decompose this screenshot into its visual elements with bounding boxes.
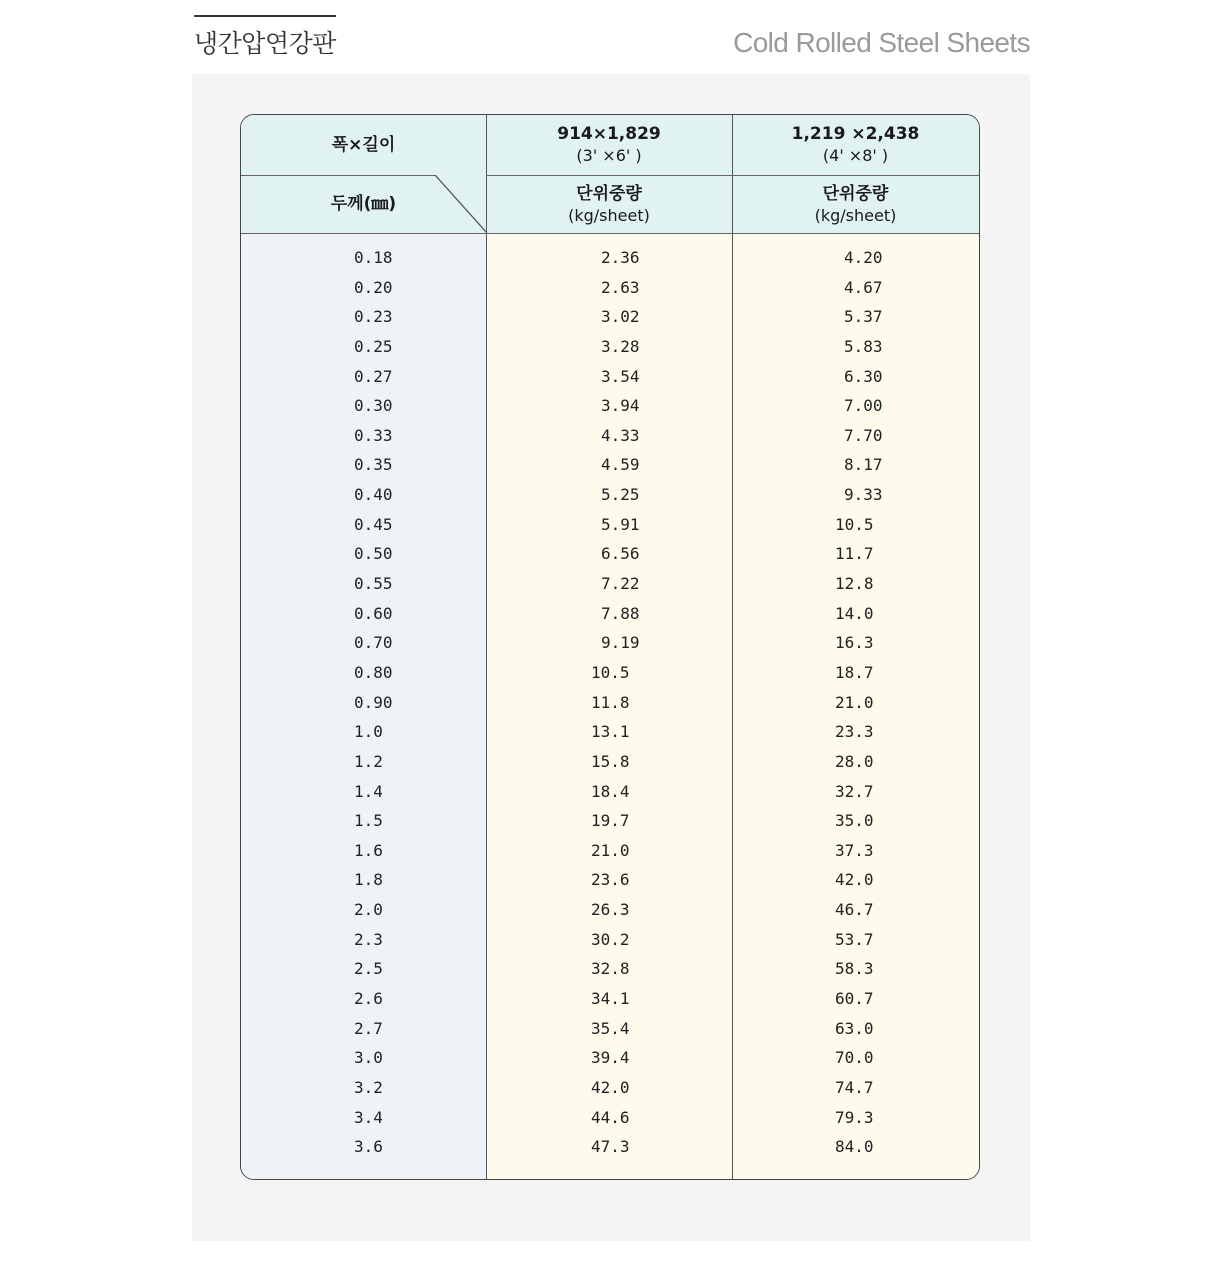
col2-weight-cell: 23.3 bbox=[835, 722, 874, 742]
col2-weight-cell: 16.3 bbox=[835, 633, 874, 653]
thickness-cell: 1.4 bbox=[354, 781, 383, 801]
col2-unit-header bbox=[732, 176, 979, 233]
thickness-cell: 0.90 bbox=[354, 692, 393, 712]
table-row bbox=[241, 510, 979, 540]
thickness-cell: 0.18 bbox=[354, 248, 393, 267]
thickness-cell: 0.20 bbox=[354, 277, 393, 297]
col2-weight-cell: 28.0 bbox=[835, 751, 874, 771]
table-row bbox=[241, 777, 979, 807]
col1-weight-cell: 13.1 bbox=[591, 722, 630, 742]
col2-weight-cell: 7.70 bbox=[844, 425, 883, 445]
col1-weight-cell: 2.36 bbox=[601, 248, 640, 267]
col2-weight-cell: 11.7 bbox=[835, 544, 874, 564]
col1-weight-cell: 2.63 bbox=[601, 277, 640, 297]
thickness-cell: 1.8 bbox=[354, 870, 383, 890]
thickness-cell: 0.50 bbox=[354, 544, 393, 564]
col2-weight-cell: 8.17 bbox=[844, 455, 883, 475]
thickness-cell: 0.45 bbox=[354, 514, 393, 534]
col2-weight-cell: 79.3 bbox=[835, 1107, 874, 1127]
page-title-english: Cold Rolled Steel Sheets bbox=[733, 27, 1030, 58]
thickness-cell: 0.35 bbox=[354, 455, 393, 475]
table-row bbox=[241, 1103, 979, 1133]
table-row bbox=[241, 688, 979, 718]
col1-size: 914×1,829 bbox=[557, 124, 661, 144]
thickness-cell: 0.40 bbox=[354, 485, 393, 505]
col1-weight-cell: 21.0 bbox=[591, 840, 630, 860]
col1-weight-cell: 32.8 bbox=[591, 959, 630, 979]
table-row bbox=[241, 628, 979, 658]
thickness-cell: 0.25 bbox=[354, 336, 393, 356]
col1-weight-cell: 3.28 bbox=[601, 336, 640, 356]
table-row bbox=[241, 747, 979, 777]
col2-weight-cell: 60.7 bbox=[835, 989, 874, 1009]
table-body bbox=[241, 243, 979, 1162]
page-title-korean: 냉간압연강판 bbox=[194, 29, 336, 58]
col1-unit: (kg/sheet) bbox=[568, 205, 650, 225]
table-row bbox=[241, 243, 979, 273]
thickness-cell: 0.27 bbox=[354, 366, 393, 386]
thickness-cell: 2.6 bbox=[354, 989, 383, 1009]
table-row bbox=[241, 984, 979, 1014]
col2-weight-cell: 58.3 bbox=[835, 959, 874, 979]
thickness-cell: 1.5 bbox=[354, 811, 383, 831]
table-row bbox=[241, 806, 979, 836]
table-row bbox=[241, 1073, 979, 1103]
col1-weight-cell: 4.33 bbox=[601, 425, 640, 445]
col2-weight-cell: 70.0 bbox=[835, 1048, 874, 1068]
col2-size-header bbox=[732, 115, 979, 175]
col2-weight-cell: 5.83 bbox=[844, 336, 883, 356]
col2-weight-cell: 53.7 bbox=[835, 929, 874, 949]
col2-weight-cell: 4.20 bbox=[844, 248, 883, 267]
col2-weight-cell: 35.0 bbox=[835, 811, 874, 831]
col1-unit-header bbox=[486, 176, 732, 233]
table-row bbox=[241, 865, 979, 895]
thickness-cell: 1.0 bbox=[354, 722, 383, 742]
corner-bottom-label: 두께(㎜) bbox=[330, 194, 397, 214]
table-row bbox=[241, 895, 979, 925]
col2-weight-cell: 14.0 bbox=[835, 603, 874, 623]
thickness-cell: 3.0 bbox=[354, 1048, 383, 1068]
table-row bbox=[241, 391, 979, 421]
col1-weight-cell: 47.3 bbox=[591, 1137, 630, 1157]
table-row bbox=[241, 302, 979, 332]
table-row bbox=[241, 450, 979, 480]
col2-unit: (kg/sheet) bbox=[814, 205, 897, 225]
col1-weight-cell: 9.19 bbox=[601, 633, 640, 653]
col1-weight-cell: 15.8 bbox=[591, 751, 630, 771]
thickness-cell: 0.33 bbox=[354, 425, 393, 445]
table-row bbox=[241, 332, 979, 362]
thickness-cell: 2.5 bbox=[354, 959, 383, 979]
table-row bbox=[241, 954, 979, 984]
table-row bbox=[241, 1132, 979, 1162]
col2-weight-cell: 9.33 bbox=[844, 485, 883, 505]
title-rule bbox=[194, 15, 336, 17]
col1-weight-cell: 11.8 bbox=[591, 692, 630, 712]
col2-weight-cell: 10.5 bbox=[835, 514, 874, 534]
table-row bbox=[241, 362, 979, 392]
col1-weight-cell: 44.6 bbox=[591, 1107, 630, 1127]
col1-weight-cell: 3.02 bbox=[601, 307, 640, 327]
corner-thickness bbox=[241, 176, 486, 233]
col1-weight-cell: 3.94 bbox=[601, 396, 640, 416]
col2-label: 단위중량 bbox=[822, 183, 889, 204]
col2-size-ft: (4' ×8' ) bbox=[822, 146, 889, 165]
table-row bbox=[241, 480, 979, 510]
col1-weight-cell: 6.56 bbox=[601, 544, 640, 564]
table-row bbox=[241, 1043, 979, 1073]
col1-weight-cell: 26.3 bbox=[591, 900, 630, 920]
thickness-cell: 3.6 bbox=[354, 1137, 383, 1157]
col1-weight-cell: 4.59 bbox=[601, 455, 640, 475]
col2-weight-cell: 32.7 bbox=[835, 781, 874, 801]
col2-weight-cell: 18.7 bbox=[835, 662, 874, 682]
col2-weight-cell: 5.37 bbox=[844, 307, 883, 327]
col1-weight-cell: 7.22 bbox=[601, 574, 640, 594]
col1-weight-cell: 39.4 bbox=[591, 1048, 630, 1068]
col2-size: 1,219 ×2,438 bbox=[791, 124, 920, 144]
col1-label: 단위중량 bbox=[576, 183, 642, 204]
thickness-cell: 3.4 bbox=[354, 1107, 383, 1127]
col1-size-ft: (3' ×6' ) bbox=[576, 146, 642, 165]
col1-weight-cell: 34.1 bbox=[591, 989, 630, 1009]
col2-weight-cell: 74.7 bbox=[835, 1077, 874, 1097]
thickness-cell: 0.55 bbox=[354, 574, 393, 594]
col1-weight-cell: 5.91 bbox=[601, 514, 640, 534]
table-row bbox=[241, 717, 979, 747]
corner-width-length bbox=[241, 115, 486, 175]
table-row bbox=[241, 836, 979, 866]
col2-weight-cell: 7.00 bbox=[844, 396, 883, 416]
col1-weight-cell: 10.5 bbox=[591, 662, 630, 682]
thickness-cell: 0.30 bbox=[354, 396, 393, 416]
thickness-cell: 0.80 bbox=[354, 662, 393, 682]
thickness-cell: 0.70 bbox=[354, 633, 393, 653]
col1-weight-cell: 30.2 bbox=[591, 929, 630, 949]
col2-weight-cell: 6.30 bbox=[844, 366, 883, 386]
col1-weight-cell: 35.4 bbox=[591, 1018, 630, 1038]
thickness-cell: 2.0 bbox=[354, 900, 383, 920]
table-row bbox=[241, 658, 979, 688]
col1-weight-cell: 42.0 bbox=[591, 1077, 630, 1097]
thickness-cell: 0.60 bbox=[354, 603, 393, 623]
table-row bbox=[241, 539, 979, 569]
col2-weight-cell: 46.7 bbox=[835, 900, 874, 920]
col1-weight-cell: 7.88 bbox=[601, 603, 640, 623]
table-row bbox=[241, 273, 979, 303]
col2-weight-cell: 63.0 bbox=[835, 1018, 874, 1038]
thickness-cell: 1.6 bbox=[354, 840, 383, 860]
col1-weight-cell: 19.7 bbox=[591, 811, 630, 831]
thickness-cell: 2.7 bbox=[354, 1018, 383, 1038]
col2-weight-cell: 21.0 bbox=[835, 692, 874, 712]
thickness-cell: 0.23 bbox=[354, 307, 393, 327]
thickness-cell: 1.2 bbox=[354, 751, 383, 771]
thickness-cell: 2.3 bbox=[354, 929, 383, 949]
table-row bbox=[241, 421, 979, 451]
table-row bbox=[241, 569, 979, 599]
col2-weight-cell: 37.3 bbox=[835, 840, 874, 860]
col2-weight-cell: 42.0 bbox=[835, 870, 874, 890]
col1-weight-cell: 5.25 bbox=[601, 485, 640, 505]
col2-weight-cell: 4.67 bbox=[844, 277, 883, 297]
col2-weight-cell: 84.0 bbox=[835, 1137, 874, 1157]
table-row bbox=[241, 599, 979, 629]
col1-weight-cell: 18.4 bbox=[591, 781, 630, 801]
col1-weight-cell: 3.54 bbox=[601, 366, 640, 386]
thickness-cell: 3.2 bbox=[354, 1077, 383, 1097]
table-row bbox=[241, 925, 979, 955]
col1-weight-cell: 23.6 bbox=[591, 870, 630, 890]
col2-weight-cell: 12.8 bbox=[835, 574, 874, 594]
col1-size-header bbox=[486, 115, 732, 175]
corner-top-label: 폭×길이 bbox=[331, 134, 396, 155]
weight-table bbox=[240, 114, 980, 1180]
table-row bbox=[241, 1014, 979, 1044]
